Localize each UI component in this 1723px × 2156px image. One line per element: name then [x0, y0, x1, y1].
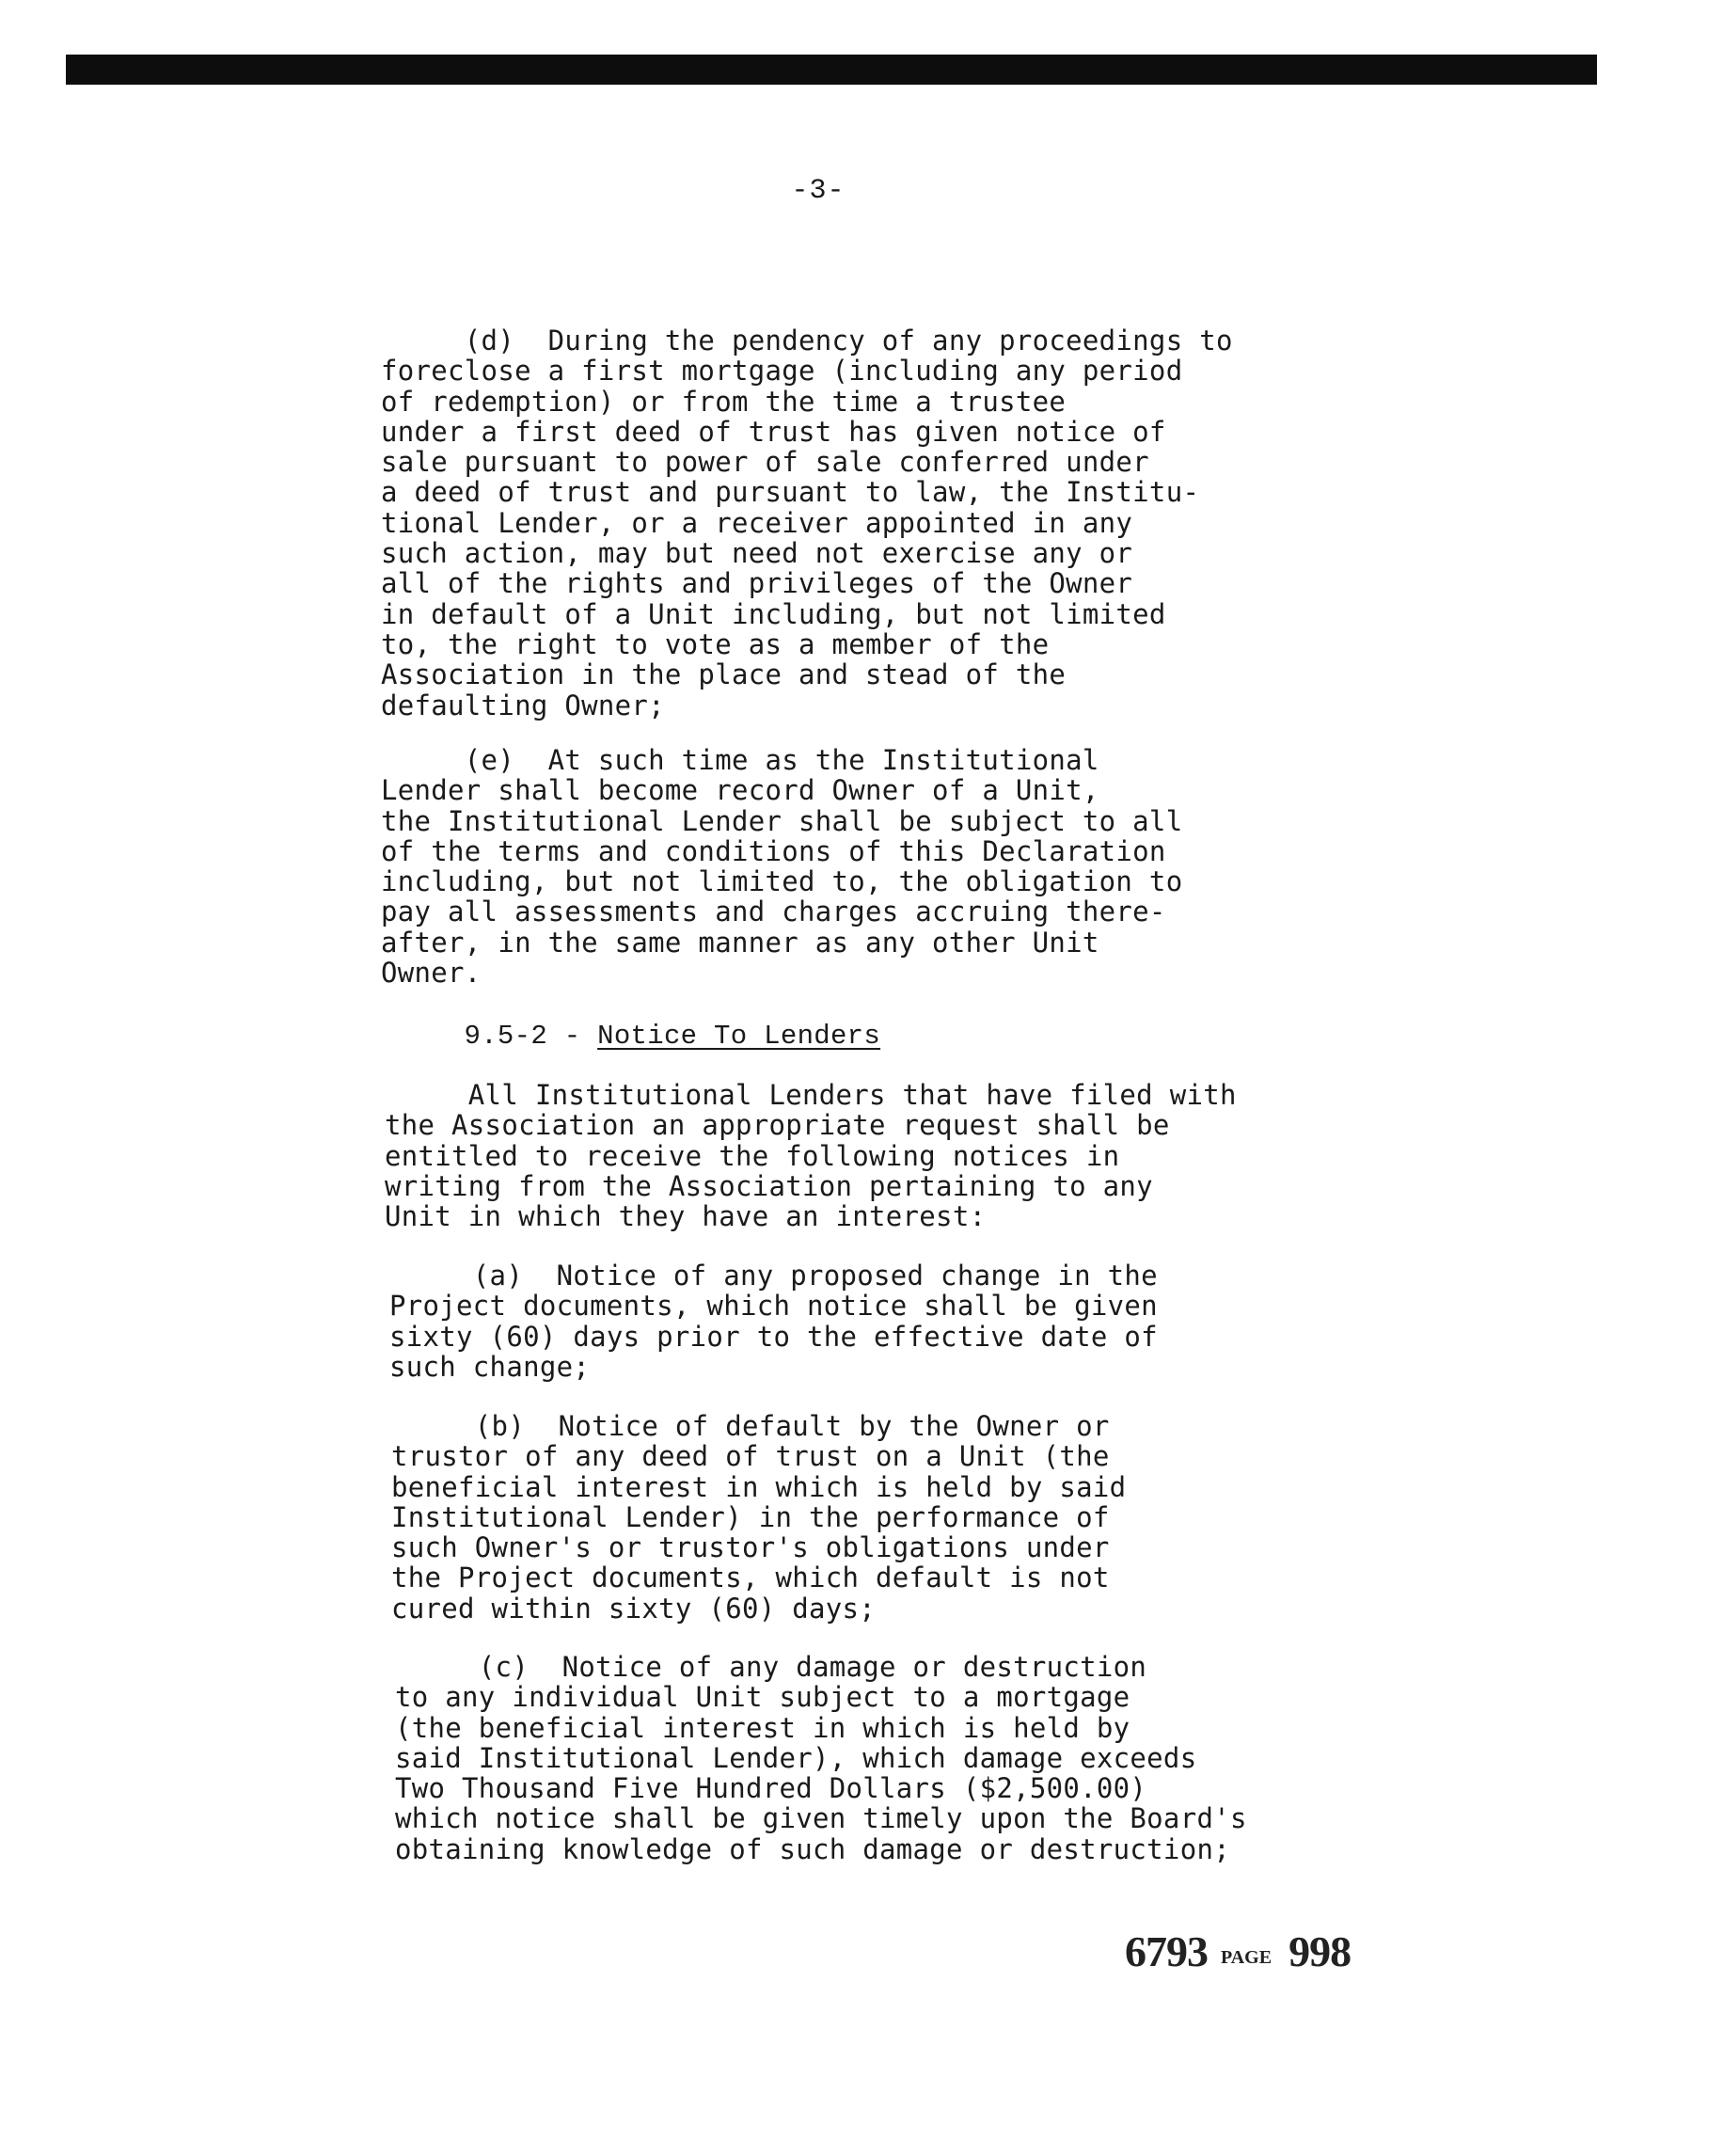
section-number: 9.5-2 -: [381, 1021, 598, 1052]
section-title: Notice To Lenders: [597, 1021, 881, 1052]
page-label: PAGE: [1221, 1947, 1272, 1968]
section-heading: [381, 1022, 880, 1052]
book-page-stamp: [1125, 1926, 1351, 1976]
paragraph-b: (b) Notice of default by the Owner or trustor of any deed of trust on a Unit (the beneficial interest in which is held by said Institutional Lender) in the performance of such Owner's or trustor's obligations under the Project documents, which default is not cured within sixty (60) days;: [391, 1410, 1127, 1625]
scan-top-bar: [66, 55, 1597, 85]
book-number: 6793: [1125, 1927, 1208, 1975]
paragraph-intro: All Institutional Lenders that have filed with the Association an appropriate request shall be entitled to receive the following notices in writing from the Association pertaining to any Unit in which they have an interest:: [385, 1079, 1237, 1233]
paragraph-e: (e) At such time as the Institutional Lender shall become record Owner of a Unit, the Institutional Lender shall be subject to all of the terms and conditions of this Declaration including, but not limited to, the obligation to pay all assessments and charges accruing there- after, in the same manner as any other Unit Owner.: [381, 744, 1183, 990]
page-number-stamp: 998: [1288, 1927, 1352, 1975]
paragraph-d: (d) During the pendency of any proceedings to foreclose a first mortgage (including any period of redemption) or from the time a trustee under a first deed of trust has given notice of sale pursuant to power of sale conferred under a deed of trust and pursuant to law, the Institu- tional Lender, or a receiver appointed in any such action, may but need not exercise any or all of the rights and privileges of the Owner in default of a Unit including, but not limited to, the right to vote as a member of the Association in the place and stead of the defaulting Owner;: [381, 325, 1233, 721]
paragraph-a: (a) Notice of any proposed change in the Project documents, which notice shall be given sixty (60) days prior to the effective date of such change;: [389, 1260, 1158, 1383]
page-number: -3-: [791, 175, 846, 207]
paragraph-c: (c) Notice of any damage or destruction to any individual Unit subject to a mortgage (the beneficial interest in which is held by said Institutional Lender), which damage exceeds Two Thousand Five Hundred Dollars ($2,500.00) which notice shall be given timely upon the Board's obtaining knowledge of such damage or destruction;: [395, 1651, 1247, 1865]
